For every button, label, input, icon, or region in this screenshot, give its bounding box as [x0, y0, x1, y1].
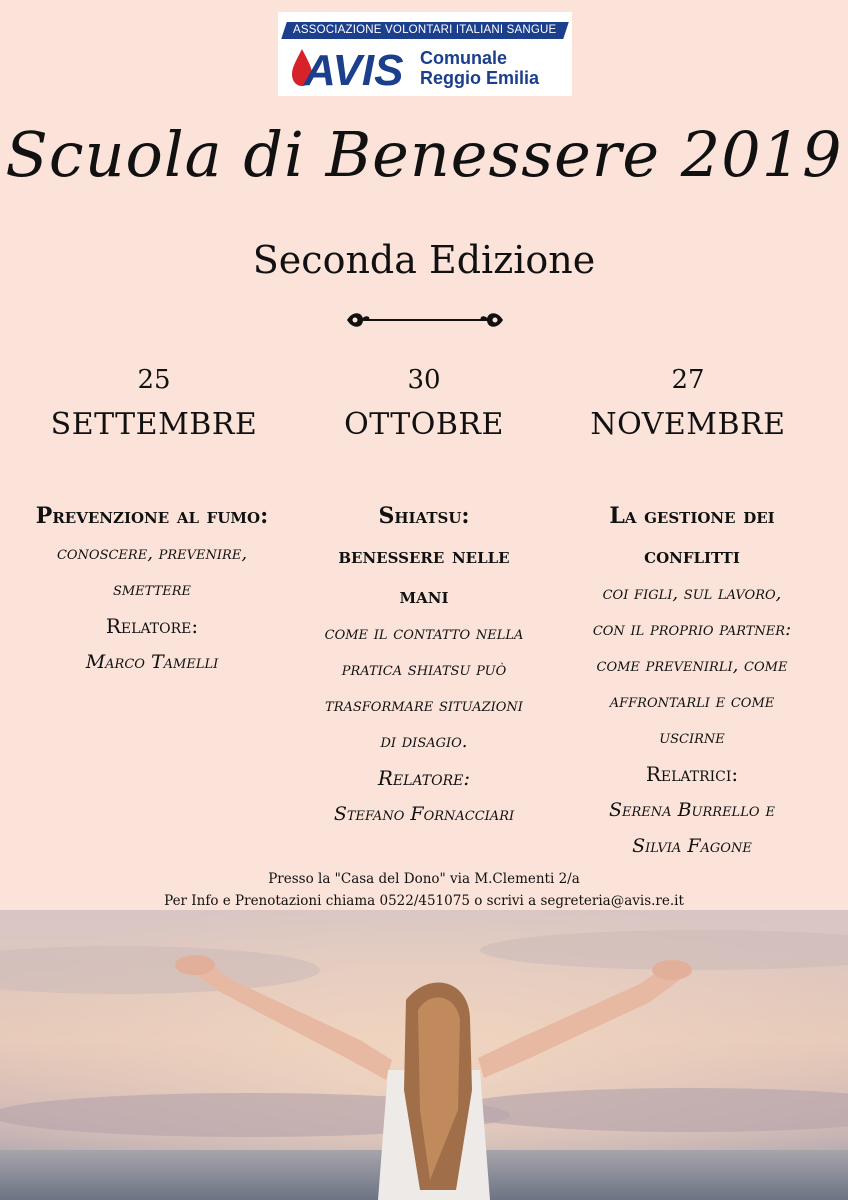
event-desc: smettere: [112, 579, 192, 600]
event-desc: uscirne: [659, 727, 725, 748]
logo-sub-line2: Reggio Emilia: [420, 68, 540, 88]
venue-line: Presso la "Casa del Dono" via M.Clementi 2/a: [268, 871, 580, 887]
date-2: [294, 362, 554, 452]
event-head: Shiatsu:: [378, 503, 470, 529]
date-day: 30: [407, 365, 441, 395]
event-speaker: Serena Burrello e: [608, 799, 776, 821]
venue-info: [0, 868, 848, 912]
date-month: SETTEMBRE: [50, 407, 258, 442]
event-desc: come prevenirli, come: [596, 655, 788, 676]
logo-association-band: [281, 22, 569, 39]
logo-brand-text: AVIS: [304, 46, 404, 89]
event-desc: conoscere, prevenire,: [56, 543, 248, 564]
logo-sub-line1: Comunale: [420, 48, 508, 68]
event-speaker: Stefano Fornacciari: [333, 803, 515, 825]
date-day: 27: [671, 365, 705, 395]
date-day: 25: [137, 365, 171, 395]
event-conflicts: [560, 496, 824, 864]
event-speaker: Silvia Fagone: [632, 835, 752, 857]
event-role: Relatore:: [105, 614, 199, 638]
logo-band-text: ASSOCIAZIONE VOLONTARI ITALIANI SANGUE: [293, 24, 557, 36]
avis-brand-mark: [288, 45, 406, 89]
contact-line: Per Info e Prenotazioni chiama 0522/451075 o scrivi a segreteria@avis.re.it: [164, 893, 684, 909]
event-head: mani: [399, 583, 449, 609]
woman-sea-photo: [0, 910, 848, 1200]
event-head: La gestione dei: [609, 503, 775, 529]
page-subtitle: Seconda Edizione: [252, 238, 596, 282]
page-title: Scuola di Benessere 2019: [5, 118, 843, 191]
date-month: OTTOBRE: [344, 407, 504, 442]
event-shiatsu: [286, 496, 562, 832]
logo-subtitle: [420, 48, 539, 88]
event-desc: di disagio.: [380, 731, 468, 752]
date-3: [558, 362, 818, 452]
event-role: Relatrici:: [645, 762, 739, 786]
event-head: benessere nelle: [338, 543, 510, 569]
event-desc: coi figli, sul lavoro,: [602, 583, 782, 604]
ornament-divider: [343, 306, 507, 334]
event-desc: affrontarli e come: [609, 691, 775, 712]
date-month: NOVEMBRE: [590, 407, 786, 442]
event-speaker: Marco Tamelli: [85, 651, 219, 673]
event-desc: con il proprio partner:: [592, 619, 792, 640]
event-role: Relatore:: [377, 766, 471, 790]
event-head: Prevenzione al fumo:: [35, 503, 269, 529]
event-desc: pratica shiatsu può: [341, 659, 507, 680]
avis-logo: [278, 12, 572, 96]
event-smoking: [2, 496, 302, 680]
event-desc: come il contatto nella: [324, 623, 524, 644]
date-1: [24, 362, 284, 452]
event-desc: trasformare situazioni: [325, 695, 523, 716]
event-head: conflitti: [644, 543, 740, 569]
